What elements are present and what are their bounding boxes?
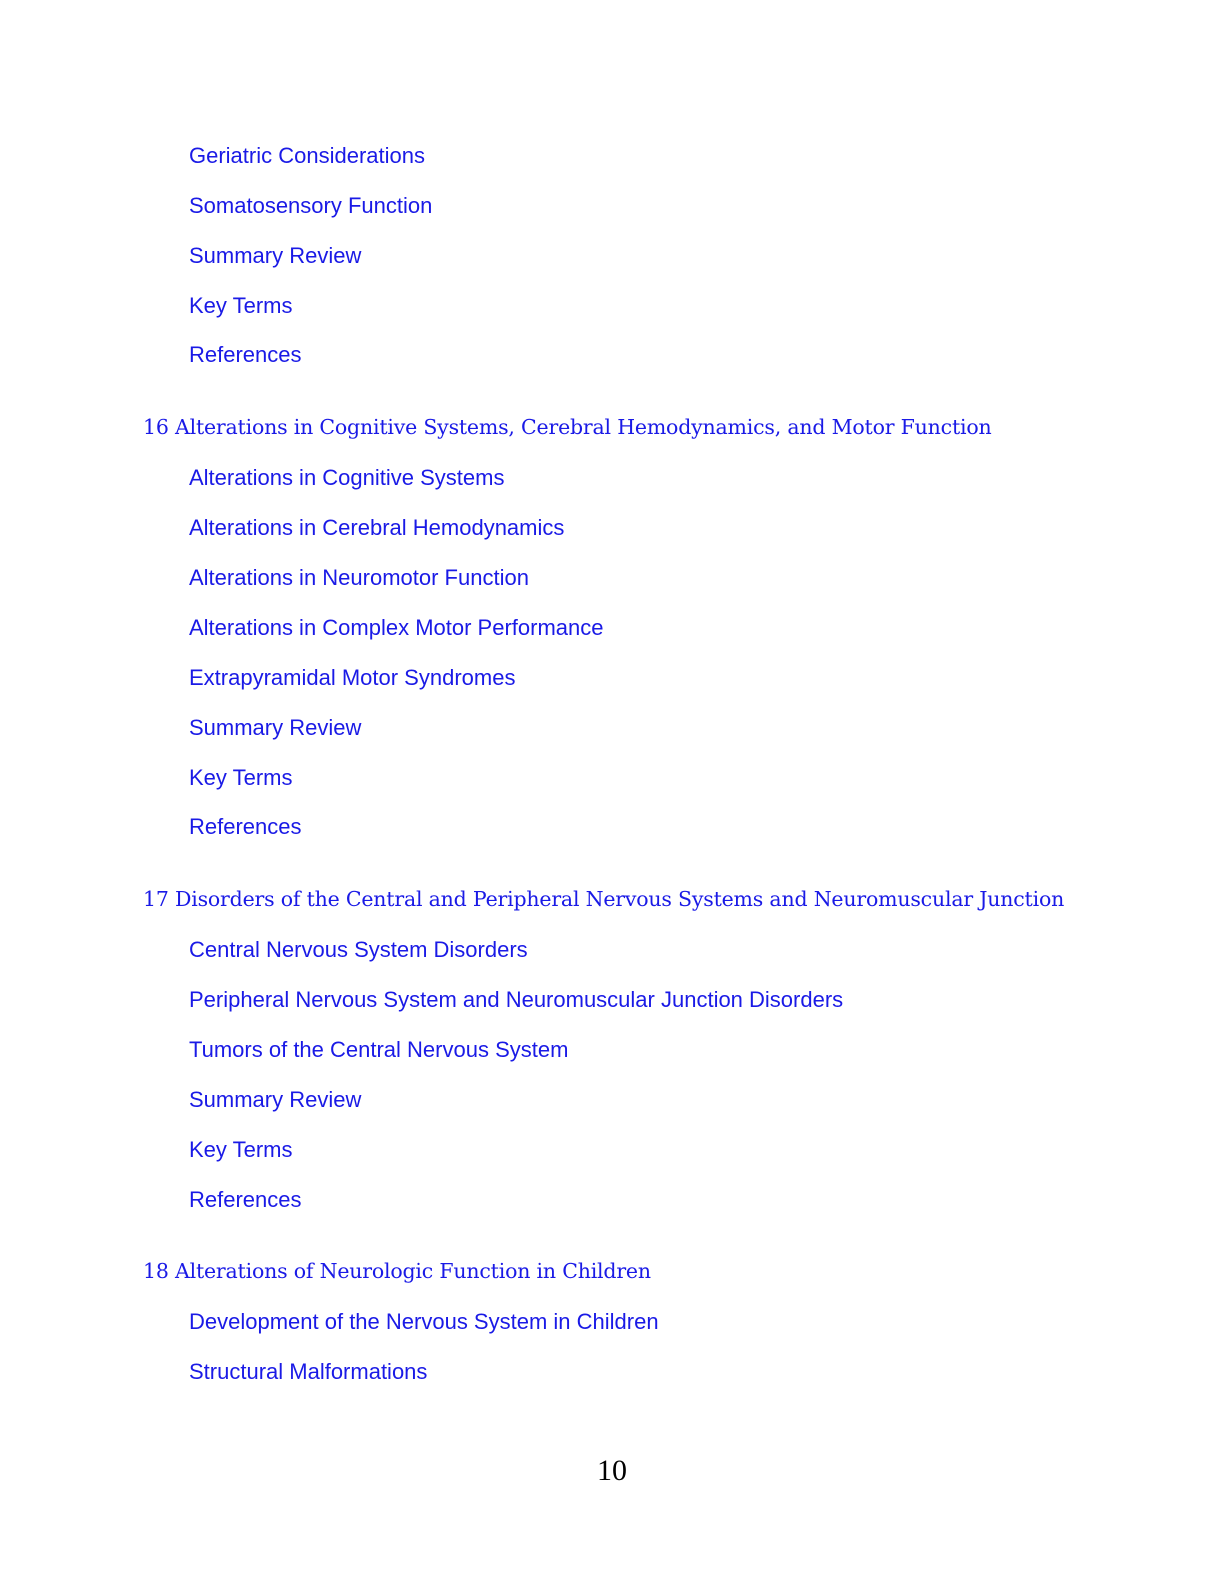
- toc-section-link[interactable]: Alterations in Complex Motor Performance: [189, 615, 604, 640]
- toc-chapter-link[interactable]: 17 Disorders of the Central and Peripheral Nervous Systems and Neuromuscular Junction: [143, 887, 1065, 911]
- toc-section-link[interactable]: Somatosensory Function: [189, 193, 433, 218]
- toc-section-link[interactable]: Tumors of the Central Nervous System: [189, 1037, 569, 1062]
- toc-section-link[interactable]: Extrapyramidal Motor Syndromes: [189, 665, 516, 690]
- toc-section-link[interactable]: References: [189, 342, 302, 367]
- toc-section-link[interactable]: References: [189, 1187, 302, 1212]
- toc-section-link[interactable]: Summary Review: [189, 1087, 362, 1112]
- toc-section-link[interactable]: Key Terms: [189, 1137, 293, 1162]
- toc-section-link[interactable]: Peripheral Nervous System and Neuromuscular Junction Disorders: [189, 987, 844, 1012]
- page-number: 10: [597, 1454, 627, 1487]
- toc-section-link[interactable]: Alterations in Cerebral Hemodynamics: [189, 515, 565, 540]
- toc-section-link[interactable]: Central Nervous System Disorders: [189, 937, 528, 962]
- toc-chapter-link[interactable]: 16 Alterations in Cognitive Systems, Cerebral Hemodynamics, and Motor Function: [143, 415, 992, 439]
- toc-section-link[interactable]: Alterations in Cognitive Systems: [189, 465, 505, 490]
- toc-section-link[interactable]: Geriatric Considerations: [189, 143, 425, 168]
- toc-section-link[interactable]: Key Terms: [189, 293, 293, 318]
- toc-section-link[interactable]: Key Terms: [189, 765, 293, 790]
- toc-section-link[interactable]: Alterations in Neuromotor Function: [189, 565, 529, 590]
- toc-section-link[interactable]: Structural Malformations: [189, 1359, 428, 1384]
- toc-section-link[interactable]: Summary Review: [189, 243, 362, 268]
- toc-section-link[interactable]: Summary Review: [189, 715, 362, 740]
- toc-chapter-link[interactable]: 18 Alterations of Neurologic Function in Children: [143, 1259, 651, 1283]
- toc-section-link[interactable]: Development of the Nervous System in Children: [189, 1309, 659, 1334]
- toc-section-link[interactable]: References: [189, 814, 302, 839]
